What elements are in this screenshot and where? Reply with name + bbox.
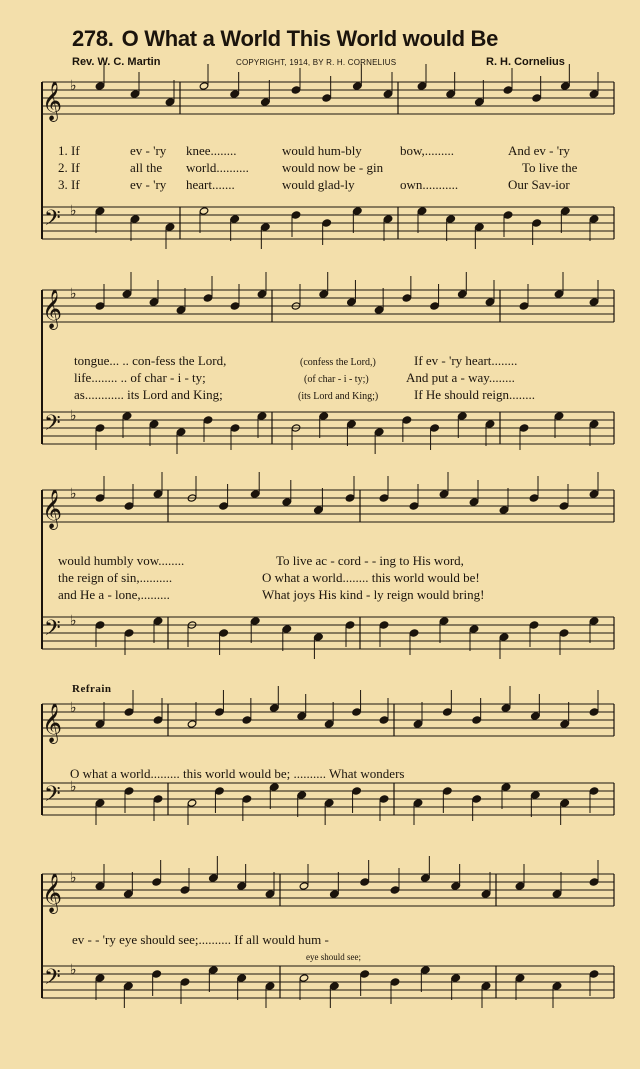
- note-head: [352, 708, 362, 716]
- note-head: [499, 506, 509, 514]
- note-head: [589, 617, 599, 625]
- lyric-v3-3: heart.......: [186, 177, 235, 192]
- key-signature-flat: ♭: [70, 286, 77, 302]
- note-head: [413, 799, 423, 807]
- note-head: [95, 720, 105, 728]
- note-head: [257, 290, 267, 298]
- note-head: [152, 878, 162, 886]
- composer: R. H. Cornelius: [486, 56, 565, 68]
- note-head: [559, 502, 569, 510]
- lyric-b2-3a: as............ its Lord and King;: [74, 387, 223, 402]
- note-head: [215, 787, 225, 795]
- note-head: [299, 882, 309, 890]
- note-head: [250, 490, 260, 498]
- note-head: [475, 223, 485, 231]
- note-head: [319, 412, 329, 420]
- lyric-v1-5: bow,.........: [400, 143, 455, 158]
- note-head: [353, 82, 363, 90]
- note-head: [481, 982, 491, 990]
- note-head: [589, 90, 599, 98]
- note-head: [153, 617, 163, 625]
- clef: 𝄞: [42, 289, 63, 329]
- note-head: [95, 82, 105, 90]
- note-head: [430, 424, 440, 432]
- clef: 𝄢: [44, 411, 61, 441]
- lyricist: Rev. W. C. Martin: [72, 56, 161, 68]
- note-head: [203, 294, 213, 302]
- note-head: [589, 708, 599, 716]
- note-head: [124, 708, 134, 716]
- note-head: [199, 207, 209, 215]
- note-head: [347, 420, 357, 428]
- key-signature-flat: ♭: [70, 203, 77, 219]
- lyric-v1-2: ev - 'ry: [130, 143, 167, 158]
- note-head: [561, 207, 571, 215]
- note-head: [451, 882, 461, 890]
- copyright: COPYRIGHT, 1914, BY R. H. CORNELIUS: [236, 58, 397, 67]
- note-head: [330, 982, 340, 990]
- note-head: [95, 799, 105, 807]
- key-signature-flat: ♭: [70, 78, 77, 94]
- note-head: [458, 412, 468, 420]
- note-head: [589, 215, 599, 223]
- note-head: [589, 420, 599, 428]
- note-head: [149, 420, 159, 428]
- note-head: [481, 890, 491, 898]
- note-head: [237, 882, 247, 890]
- lyric-v2-1: 2. If: [58, 160, 80, 175]
- clef: 𝄢: [44, 206, 61, 236]
- note-head: [552, 982, 562, 990]
- key-signature-flat: ♭: [70, 779, 77, 795]
- note-head: [469, 625, 479, 633]
- note-head: [379, 621, 389, 629]
- hymn-number: 278.: [72, 26, 114, 51]
- clef: 𝄢: [44, 616, 61, 646]
- note-head: [402, 416, 412, 424]
- note-head: [203, 416, 213, 424]
- note-head: [554, 290, 564, 298]
- note-head: [443, 787, 453, 795]
- note-head: [237, 974, 247, 982]
- lyric-b2-3c: If He should reign........: [414, 387, 535, 402]
- note-head: [417, 207, 427, 215]
- refrain-label: Refrain: [72, 683, 112, 695]
- note-head: [124, 787, 134, 795]
- clef: 𝄞: [42, 489, 63, 529]
- note-head: [250, 617, 260, 625]
- note-head: [242, 795, 252, 803]
- lyric-b2-1a: tongue... .. con-fess the Lord,: [74, 353, 227, 368]
- note-head: [130, 215, 140, 223]
- lyric-b2-2a: life........ .. of char - i - ty;: [74, 370, 206, 385]
- note-head: [472, 716, 482, 724]
- note-head: [230, 215, 240, 223]
- key-signature-flat: ♭: [70, 486, 77, 502]
- lyric-v3-1: 3. If: [58, 177, 80, 192]
- note-head: [352, 787, 362, 795]
- clef: 𝄢: [44, 965, 61, 995]
- note-head: [209, 966, 219, 974]
- note-head: [417, 82, 427, 90]
- note-head: [282, 498, 292, 506]
- note-head: [261, 223, 271, 231]
- note-head: [165, 98, 175, 106]
- note-head: [560, 799, 570, 807]
- note-head: [409, 502, 419, 510]
- note-head: [219, 502, 229, 510]
- note-head: [501, 783, 511, 791]
- clef: 𝄞: [42, 703, 63, 743]
- lyric-v2-4: would now be - gin: [282, 160, 384, 175]
- note-head: [95, 882, 105, 890]
- lyric-v1-1: 1. If: [58, 143, 80, 158]
- note-head: [261, 98, 271, 106]
- note-head: [589, 787, 599, 795]
- note-head: [130, 90, 140, 98]
- note-head: [374, 306, 384, 314]
- note-head: [149, 298, 159, 306]
- lyric-v3-2: ev - 'ry: [130, 177, 167, 192]
- note-head: [153, 795, 163, 803]
- note-head: [402, 294, 412, 302]
- note-head: [153, 716, 163, 724]
- note-head: [379, 494, 389, 502]
- note-head: [176, 306, 186, 314]
- note-head: [501, 704, 511, 712]
- note-head: [95, 974, 105, 982]
- note-head: [230, 90, 240, 98]
- note-head: [95, 621, 105, 629]
- clef: 𝄢: [44, 782, 61, 812]
- key-signature-flat: ♭: [70, 408, 77, 424]
- note-head: [199, 82, 209, 90]
- note-head: [529, 621, 539, 629]
- note-head: [324, 799, 334, 807]
- note-head: [379, 716, 389, 724]
- note-head: [379, 795, 389, 803]
- note-head: [291, 211, 301, 219]
- refrain-line-1: O what a world......... this world would be; .......... What wonders: [70, 766, 405, 781]
- note-head: [319, 290, 329, 298]
- clef: 𝄞: [42, 81, 63, 121]
- note-head: [531, 712, 541, 720]
- note-head: [515, 882, 525, 890]
- note-head: [265, 982, 275, 990]
- note-head: [124, 982, 134, 990]
- lyric-b2-1c: If ev - 'ry heart........: [414, 353, 518, 368]
- note-head: [519, 302, 529, 310]
- note-head: [124, 890, 134, 898]
- lyric-v2-6: To live the: [522, 160, 578, 175]
- note-head: [187, 720, 197, 728]
- note-head: [390, 978, 400, 986]
- note-head: [353, 207, 363, 215]
- note-head: [242, 716, 252, 724]
- note-head: [187, 799, 197, 807]
- note-head: [345, 494, 355, 502]
- note-head: [383, 90, 393, 98]
- note-head: [153, 490, 163, 498]
- note-head: [485, 298, 495, 306]
- note-head: [503, 211, 513, 219]
- note-head: [291, 86, 301, 94]
- note-head: [124, 629, 134, 637]
- lyric-v1-3: knee........: [186, 143, 237, 158]
- lyric-b2-1b: (confess the Lord,): [300, 357, 376, 368]
- note-head: [324, 720, 334, 728]
- note-head: [451, 974, 461, 982]
- note-head: [95, 302, 105, 310]
- note-head: [282, 625, 292, 633]
- hymn-title: O What a World This World would Be: [121, 26, 499, 51]
- note-head: [552, 890, 562, 898]
- note-head: [230, 302, 240, 310]
- lyric-v3-5: own...........: [400, 177, 459, 192]
- note-head: [230, 424, 240, 432]
- note-head: [560, 720, 570, 728]
- key-signature-flat: ♭: [70, 870, 77, 886]
- note-head: [532, 219, 542, 227]
- note-head: [383, 215, 393, 223]
- clef: 𝄞: [42, 873, 63, 913]
- note-head: [265, 890, 275, 898]
- note-head: [322, 94, 332, 102]
- note-head: [95, 207, 105, 215]
- lyric-v1-4: would hum-bly: [282, 143, 362, 158]
- key-signature-flat: ♭: [70, 962, 77, 978]
- note-head: [430, 302, 440, 310]
- note-head: [360, 970, 370, 978]
- lyric-v1-6: And ev - 'ry: [508, 143, 570, 158]
- lyric-v3-6: Our Sav-ior: [508, 177, 570, 192]
- lyric-b2-3b: (its Lord and King;): [298, 391, 379, 402]
- lyric-b2-2b: (of char - i - ty;): [304, 374, 369, 385]
- note-head: [485, 420, 495, 428]
- lyric-b3-2b: O what a world........ this world would be!: [262, 570, 480, 585]
- note-head: [180, 886, 190, 894]
- note-head: [421, 966, 431, 974]
- note-head: [589, 878, 599, 886]
- note-head: [499, 633, 509, 641]
- note-head: [446, 215, 456, 223]
- note-head: [219, 629, 229, 637]
- note-head: [409, 629, 419, 637]
- note-head: [554, 412, 564, 420]
- note-head: [152, 970, 162, 978]
- note-head: [446, 90, 456, 98]
- note-head: [589, 970, 599, 978]
- note-head: [439, 617, 449, 625]
- note-head: [503, 86, 513, 94]
- note-head: [330, 890, 340, 898]
- note-head: [347, 298, 357, 306]
- lyric-b3-3b: What joys His kind - ly reign would bring!: [262, 587, 485, 602]
- lyric-b2-2c: And put a - way........: [406, 370, 515, 385]
- note-head: [209, 874, 219, 882]
- note-head: [165, 223, 175, 231]
- note-head: [95, 424, 105, 432]
- note-head: [515, 974, 525, 982]
- refrain-line-2-small: eye should see;: [306, 952, 361, 962]
- lyric-v3-4: would glad-ly: [282, 177, 355, 192]
- note-head: [314, 506, 324, 514]
- note-head: [374, 428, 384, 436]
- note-head: [180, 978, 190, 986]
- note-head: [360, 878, 370, 886]
- note-head: [421, 874, 431, 882]
- note-head: [589, 490, 599, 498]
- note-head: [297, 791, 307, 799]
- note-head: [529, 494, 539, 502]
- note-head: [475, 98, 485, 106]
- note-head: [95, 494, 105, 502]
- note-head: [390, 886, 400, 894]
- note-head: [176, 428, 186, 436]
- note-head: [472, 795, 482, 803]
- note-head: [215, 708, 225, 716]
- note-head: [532, 94, 542, 102]
- lyric-b3-1a: would humbly vow........: [58, 553, 185, 568]
- note-head: [345, 621, 355, 629]
- note-head: [122, 412, 132, 420]
- lyric-v2-3: world..........: [186, 160, 249, 175]
- key-signature-flat: ♭: [70, 613, 77, 629]
- note-head: [469, 498, 479, 506]
- refrain-line-2: ev - - 'ry eye should see;.......... If all would hum -: [72, 932, 329, 947]
- lyric-b3-3a: and He a - lone,.........: [58, 587, 170, 602]
- note-head: [122, 290, 132, 298]
- note-head: [561, 82, 571, 90]
- key-signature-flat: ♭: [70, 700, 77, 716]
- note-head: [439, 490, 449, 498]
- note-head: [458, 290, 468, 298]
- note-head: [257, 412, 267, 420]
- note-head: [299, 974, 309, 982]
- note-head: [124, 502, 134, 510]
- note-head: [559, 629, 569, 637]
- lyric-v2-2: all the: [130, 160, 163, 175]
- lyric-b3-1b: To live ac - cord - - ing to His word,: [276, 553, 464, 568]
- lyric-b3-2a: the reign of sin,..........: [58, 570, 173, 585]
- note-head: [270, 783, 280, 791]
- note-head: [531, 791, 541, 799]
- note-head: [270, 704, 280, 712]
- note-head: [322, 219, 332, 227]
- note-head: [519, 424, 529, 432]
- note-head: [589, 298, 599, 306]
- note-head: [443, 708, 453, 716]
- note-head: [297, 712, 307, 720]
- note-head: [314, 633, 324, 641]
- note-head: [413, 720, 423, 728]
